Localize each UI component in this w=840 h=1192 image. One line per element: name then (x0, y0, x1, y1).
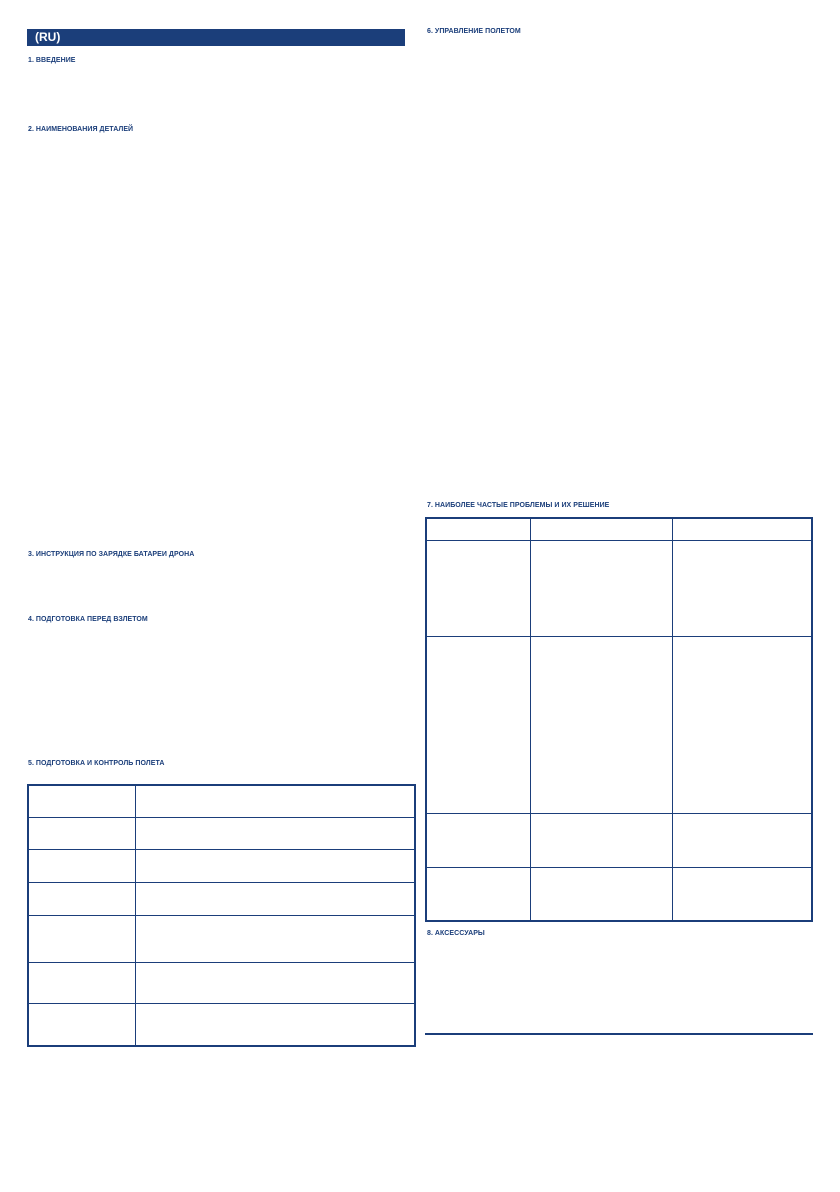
language-label: (RU) (35, 30, 61, 44)
table-cell (673, 867, 813, 921)
section-heading-flight-preparation-control: 5. ПОДГОТОВКА И КОНТРОЛЬ ПОЛЕТА (28, 760, 165, 767)
table-cell (673, 636, 813, 813)
table-cell (136, 785, 416, 817)
table-row (426, 518, 812, 540)
table-row (28, 785, 415, 817)
table-cell (426, 867, 531, 921)
table-cell (28, 849, 136, 882)
flight-control-table (27, 784, 416, 1047)
troubleshooting-table (425, 517, 813, 922)
table-cell (136, 962, 416, 1003)
table-cell (136, 1003, 416, 1046)
table-cell (28, 915, 136, 962)
table-cell (426, 540, 531, 636)
table-cell (426, 636, 531, 813)
section-heading-introduction: 1. ВВЕДЕНИЕ (28, 57, 76, 64)
table-row (28, 882, 415, 915)
table-row (426, 867, 812, 921)
section-heading-flight-management: 6. УПРАВЛЕНИЕ ПОЛЕТОМ (427, 28, 521, 35)
table-cell (531, 540, 673, 636)
table-cell (136, 817, 416, 849)
table-cell (136, 882, 416, 915)
section-heading-part-names: 2. НАИМЕНОВАНИЯ ДЕТАЛЕЙ (28, 126, 134, 133)
table-row (28, 849, 415, 882)
table-row (426, 636, 812, 813)
table-cell (531, 867, 673, 921)
table-cell (426, 518, 531, 540)
table-cell (673, 813, 813, 867)
table-cell (136, 849, 416, 882)
table-cell (28, 882, 136, 915)
table-cell (673, 518, 813, 540)
table-cell (28, 817, 136, 849)
table-cell (531, 518, 673, 540)
section-heading-preflight-preparation: 4. ПОДГОТОВКА ПЕРЕД ВЗЛЕТОМ (28, 616, 148, 623)
section-heading-troubleshooting: 7. НАИБОЛЕЕ ЧАСТЫЕ ПРОБЛЕМЫ И ИХ РЕШЕНИЕ (427, 502, 610, 509)
table-cell (673, 540, 813, 636)
table-cell (531, 813, 673, 867)
table-cell (28, 785, 136, 817)
table-row (426, 540, 812, 636)
table-row (426, 813, 812, 867)
table-cell (28, 962, 136, 1003)
table-cell (28, 1003, 136, 1046)
language-label-bar (27, 29, 405, 46)
table-cell (426, 813, 531, 867)
table-cell (136, 915, 416, 962)
table-row (28, 817, 415, 849)
table-row (28, 962, 415, 1003)
section-heading-accessories: 8. АКСЕССУАРЫ (427, 930, 485, 937)
table-row (28, 1003, 415, 1046)
divider (425, 1033, 813, 1035)
table-cell (531, 636, 673, 813)
table-row (28, 915, 415, 962)
section-heading-battery-charging: 3. ИНСТРУКЦИЯ ПО ЗАРЯДКЕ БАТАРЕИ ДРОНА (28, 551, 195, 558)
